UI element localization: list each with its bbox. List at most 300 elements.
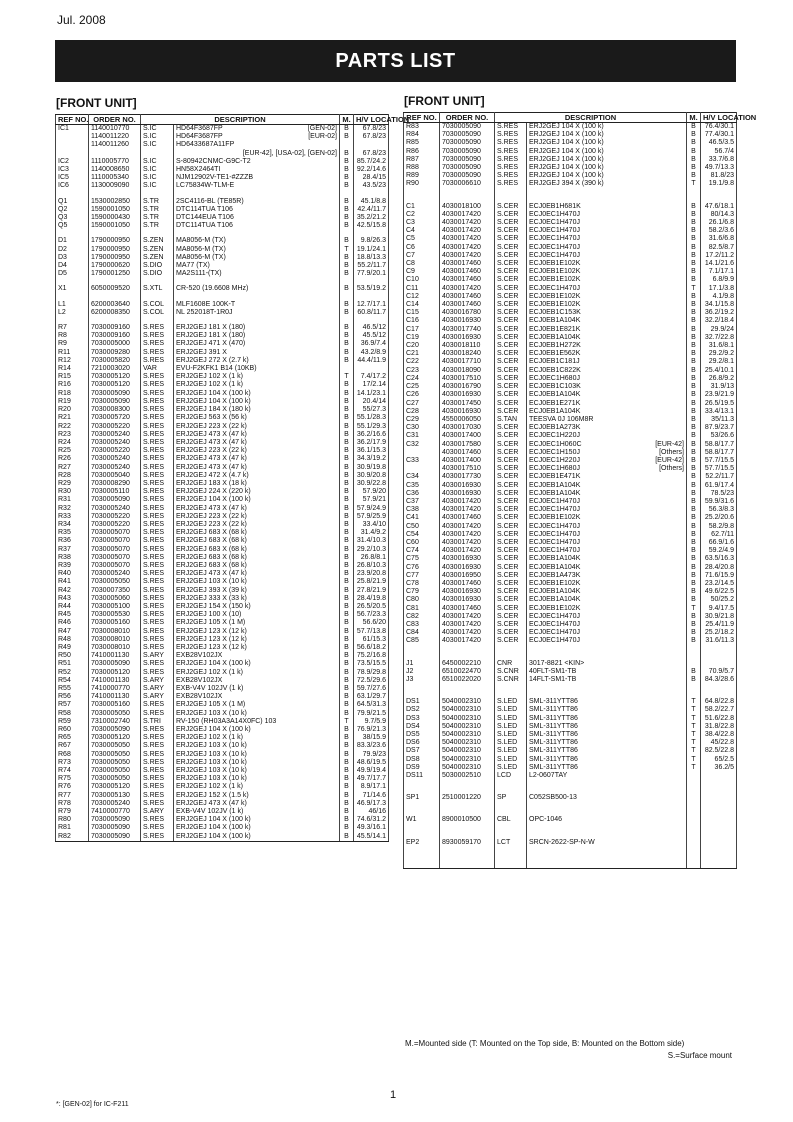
mounted-side-cell: B	[340, 578, 354, 586]
ref-cell: C1	[404, 203, 440, 211]
type-cell: S.RES	[141, 537, 174, 545]
type-cell	[141, 150, 174, 158]
table-row	[404, 465, 737, 473]
ref-cell: C23	[404, 367, 440, 375]
table-row	[56, 222, 389, 230]
description-text: ERJ2GEJ 223 X (22 k)	[176, 520, 247, 528]
description-cell	[527, 514, 687, 522]
ref-cell	[56, 150, 89, 158]
ref-cell: Q1	[56, 198, 89, 206]
location-cell: 27.8/21.9	[354, 587, 389, 595]
type-cell: S.RES	[141, 816, 174, 824]
order-cell: 7210003020	[89, 365, 141, 373]
ref-cell	[404, 691, 440, 698]
type-cell: S.XTL	[141, 285, 174, 293]
description-cell	[527, 772, 687, 780]
ref-cell	[404, 825, 440, 832]
version-note: [GEN-02]	[307, 125, 338, 132]
location-cell: 74.6/31.2	[354, 816, 389, 824]
location-cell: 57.9/20	[354, 488, 389, 496]
description-cell	[527, 621, 687, 629]
description-text: ERJ2GEJ 224 X (220 k)	[176, 488, 251, 496]
order-cell: 1790000950	[89, 254, 141, 262]
header-description: DESCRIPTION	[141, 115, 340, 125]
table-row	[404, 219, 737, 227]
table-row	[404, 698, 737, 706]
ref-cell: R15	[56, 373, 89, 381]
description-cell	[527, 825, 687, 832]
order-cell: 7030005070	[89, 537, 141, 545]
mounted-side-cell: B	[687, 580, 701, 588]
order-cell: 4030017030	[440, 424, 495, 432]
order-cell: 4030017420	[440, 621, 495, 629]
type-cell: S.RES	[141, 603, 174, 611]
order-cell	[440, 196, 495, 203]
type-cell: S.CER	[495, 326, 527, 334]
mounted-side-cell: B	[340, 488, 354, 496]
table-row	[56, 808, 389, 816]
location-cell: 26.8/9.2	[701, 375, 737, 383]
table-row	[404, 498, 737, 506]
mounted-side-cell	[340, 278, 354, 285]
description-cell	[174, 644, 340, 652]
ref-cell: R58	[56, 710, 89, 718]
version-note: [Others]	[659, 465, 685, 473]
description-cell	[527, 787, 687, 794]
location-cell: 61.9/17.4	[701, 482, 737, 490]
description-text: ERJ2GEJ 104 X (100 k)	[176, 496, 251, 504]
description-text: ERJ2GEJ 104 X (100 k)	[529, 155, 604, 163]
type-cell: S.RES	[141, 775, 174, 783]
description-text: ECJ0EB1E102K	[529, 579, 581, 587]
mounted-side-cell	[687, 772, 701, 780]
location-cell: 25.4/11.9	[701, 621, 737, 629]
order-cell: 5040002310	[440, 715, 495, 723]
description-cell	[174, 222, 340, 230]
order-cell: 7410001130	[89, 652, 141, 660]
mounted-side-cell: B	[687, 260, 701, 268]
description-cell	[527, 839, 687, 847]
table-row	[404, 787, 737, 794]
legend-surface-mount: S.=Surface mount	[667, 1051, 732, 1060]
description-text: ECJ0EB1E562K	[529, 350, 581, 358]
type-cell: S.RES	[141, 701, 174, 709]
type-cell: S.TR	[141, 222, 174, 230]
table-row	[56, 505, 389, 513]
type-cell: S.RES	[141, 660, 174, 668]
mounted-side-cell: B	[687, 367, 701, 375]
table-row	[56, 373, 389, 381]
order-cell: 7030005160	[89, 619, 141, 627]
mounted-side-cell	[687, 660, 701, 668]
description-cell	[174, 262, 340, 270]
right-table-body	[404, 123, 737, 869]
mounted-side-cell	[687, 832, 701, 839]
table-row	[56, 792, 389, 800]
description-cell	[527, 465, 687, 473]
mounted-side-cell: B	[687, 588, 701, 596]
description-text: ECJ0EB1A104K	[529, 588, 581, 596]
order-cell: 7030005090	[440, 148, 495, 156]
description-text: ECJ0EB1A104K	[529, 563, 581, 571]
ref-cell: C9	[404, 268, 440, 276]
ref-cell: IC1	[56, 125, 89, 134]
table-row	[404, 588, 737, 596]
type-cell: S.TAN	[495, 416, 527, 424]
mounted-side-cell: B	[340, 505, 354, 513]
ref-cell: IC6	[56, 182, 89, 190]
description-text: ECJ0EC1H470J	[529, 637, 580, 645]
mounted-side-cell: B	[340, 710, 354, 718]
type-cell: S.CER	[495, 613, 527, 621]
location-cell	[701, 653, 737, 660]
type-cell: S.RES	[141, 373, 174, 381]
mounted-side-cell: B	[340, 685, 354, 693]
description-cell	[174, 693, 340, 701]
description-cell	[527, 449, 687, 457]
type-cell: S.RES	[141, 406, 174, 414]
order-cell: 1530002850	[89, 198, 141, 206]
description-text: MA77 (TX)	[176, 262, 210, 270]
type-cell: CBL	[495, 816, 527, 824]
type-cell: S.CNR	[495, 668, 527, 676]
mounted-side-cell: B	[340, 726, 354, 734]
mounted-side-cell: B	[687, 514, 701, 522]
header-mounted: M.	[687, 113, 701, 123]
description-cell	[527, 780, 687, 787]
description-text: EXB28V102JX	[176, 676, 223, 684]
description-text: ECJ0EB1A273K	[529, 424, 581, 432]
table-row	[404, 268, 737, 276]
description-text: S-80942CNMC-G9C-T2	[176, 157, 251, 165]
left-parts-table	[55, 114, 410, 842]
table-row	[404, 723, 737, 731]
order-cell: 4030017420	[440, 285, 495, 293]
mounted-side-cell: B	[687, 637, 701, 645]
table-row	[404, 358, 737, 366]
order-cell: 4030016780	[440, 309, 495, 317]
location-cell	[701, 839, 737, 847]
description-text: MA8056-M (TX)	[176, 253, 226, 261]
order-cell: 4030017460	[440, 268, 495, 276]
description-text: ECJ0EB1E271K	[529, 399, 581, 407]
order-cell: 6200003640	[89, 301, 141, 309]
table-row	[404, 490, 737, 498]
table-row	[56, 198, 389, 206]
location-cell: 25.2/20.6	[701, 514, 737, 522]
table-row	[56, 742, 389, 750]
mounted-side-cell: B	[340, 472, 354, 480]
type-cell: S.LED	[495, 747, 527, 755]
description-text: ERJ2GEJ 104 X (100 k)	[176, 389, 251, 397]
ref-cell: C77	[404, 572, 440, 580]
mounted-side-cell: B	[687, 227, 701, 235]
mounted-side-cell: B	[687, 539, 701, 547]
ref-cell: R46	[56, 619, 89, 627]
mounted-side-cell: B	[340, 174, 354, 182]
order-cell: 7030005090	[89, 390, 141, 398]
order-cell: 6450002210	[440, 660, 495, 668]
description-text: ERJ2GEJ 103 X (10 k)	[176, 578, 247, 586]
location-cell: 87.9/23.7	[701, 424, 737, 432]
description-cell	[527, 698, 687, 706]
order-cell: 4030017460	[440, 449, 495, 457]
ref-cell: C36	[404, 490, 440, 498]
description-cell	[527, 400, 687, 408]
table-row	[404, 180, 737, 188]
mounted-side-cell: B	[340, 423, 354, 431]
order-cell: 1590000430	[89, 214, 141, 222]
location-cell: 58.8/17.7	[701, 449, 737, 457]
mounted-side-cell	[687, 196, 701, 203]
ref-cell: X1	[56, 285, 89, 293]
description-cell	[174, 278, 340, 285]
table-row	[56, 294, 389, 301]
mounted-side-cell: T	[687, 739, 701, 747]
mounted-side-cell	[340, 294, 354, 301]
type-cell: S.CER	[495, 309, 527, 317]
mounted-side-cell: B	[687, 465, 701, 473]
table-row	[404, 676, 737, 684]
mounted-side-cell: B	[687, 676, 701, 684]
type-cell: S.CER	[495, 301, 527, 309]
type-cell: S.CER	[495, 580, 527, 588]
mounted-side-cell: B	[687, 449, 701, 457]
ref-cell: C29	[404, 416, 440, 424]
mounted-side-cell: B	[340, 669, 354, 677]
description-text: 2SC4116-BL (TE85R)	[176, 197, 244, 205]
order-cell: 4030018240	[440, 350, 495, 358]
ref-cell: R9	[56, 340, 89, 348]
table-row	[404, 555, 737, 563]
type-cell: S.ZEN	[141, 237, 174, 245]
ref-cell: C6	[404, 244, 440, 252]
location-cell: 4.1/9.8	[701, 293, 737, 301]
type-cell	[495, 847, 527, 854]
location-cell: 36.2/5	[701, 764, 737, 772]
type-cell: S.RES	[141, 734, 174, 742]
type-cell: S.CER	[495, 621, 527, 629]
mounted-side-cell: B	[340, 198, 354, 206]
location-cell: 45.5/14.1	[354, 833, 389, 842]
mounted-side-cell: B	[340, 431, 354, 439]
ref-cell: DS5	[404, 731, 440, 739]
order-cell: 7030005130	[89, 792, 141, 800]
type-cell: S.CER	[495, 457, 527, 465]
ref-cell: C25	[404, 383, 440, 391]
order-cell: 7410001130	[89, 693, 141, 701]
ref-cell: R87	[404, 156, 440, 164]
table-row	[56, 191, 389, 198]
type-cell: S.RES	[141, 464, 174, 472]
location-cell: 72.5/29.6	[354, 677, 389, 685]
description-cell	[527, 802, 687, 809]
location-cell: 36.1/15.3	[354, 447, 389, 455]
order-cell: 7030005240	[89, 439, 141, 447]
ref-cell	[404, 780, 440, 787]
table-row	[56, 464, 389, 472]
description-text: ECJ0EC1H060C	[529, 440, 582, 448]
type-cell: S.RES	[141, 496, 174, 504]
mounted-side-cell: B	[687, 172, 701, 180]
ref-cell: Q5	[56, 222, 89, 230]
mounted-side-cell: B	[340, 693, 354, 701]
location-cell: 56.3/8.3	[701, 506, 737, 514]
description-cell	[174, 332, 340, 340]
mounted-side-cell: B	[687, 596, 701, 604]
type-cell: S.RES	[495, 180, 527, 188]
type-cell: S.ARY	[141, 808, 174, 816]
location-cell: 25.2/18.2	[701, 629, 737, 637]
description-cell	[527, 180, 687, 188]
description-text: ECJ0EB1E102K	[529, 514, 581, 522]
order-cell: 4030017460	[440, 276, 495, 284]
order-cell: 1140011220	[89, 133, 141, 141]
ref-cell: R24	[56, 439, 89, 447]
order-cell	[440, 684, 495, 691]
table-row	[404, 514, 737, 522]
ref-cell: R40	[56, 570, 89, 578]
type-cell: S.CER	[495, 211, 527, 219]
description-text: SML-311YTT86	[529, 755, 578, 763]
type-cell: S.RES	[141, 751, 174, 759]
table-row	[404, 334, 737, 342]
table-row	[56, 230, 389, 237]
description-cell	[174, 521, 340, 529]
type-cell: S.CER	[495, 367, 527, 375]
description-cell	[527, 172, 687, 180]
ref-cell: R25	[56, 447, 89, 455]
mounted-side-cell: B	[340, 529, 354, 537]
description-cell	[174, 742, 340, 750]
order-cell: 4030017420	[440, 211, 495, 219]
header-ref: REF NO.	[404, 113, 440, 123]
order-cell: 4030016930	[440, 391, 495, 399]
order-cell: 7030005090	[89, 833, 141, 842]
table-row	[404, 572, 737, 580]
description-cell	[174, 439, 340, 447]
order-cell: 7030005120	[89, 373, 141, 381]
description-cell	[527, 676, 687, 684]
mounted-side-cell: B	[687, 358, 701, 366]
order-cell: 7030007350	[89, 587, 141, 595]
location-cell	[701, 196, 737, 203]
type-cell: S.RES	[141, 349, 174, 357]
table-row	[404, 172, 737, 180]
ref-cell	[404, 787, 440, 794]
table-row	[404, 441, 737, 449]
description-cell	[174, 767, 340, 775]
ref-cell: R48	[56, 636, 89, 644]
table-row	[404, 506, 737, 514]
type-cell: S.RES	[141, 759, 174, 767]
description-text: ERJ2GEJ 104 X (100 k)	[176, 397, 251, 405]
location-cell: 50/25.2	[701, 596, 737, 604]
description-text: ECJ0EB1E471K	[529, 473, 581, 481]
table-row	[56, 381, 389, 389]
type-cell: S.RES	[495, 156, 527, 164]
ref-cell: C33	[404, 457, 440, 465]
mounted-side-cell: B	[340, 619, 354, 627]
description-cell	[174, 816, 340, 824]
mounted-side-cell	[340, 230, 354, 237]
description-text: ERJ2GEJ 473 X (47 k)	[176, 438, 247, 446]
type-cell: S.TR	[141, 206, 174, 214]
version-note: [EUR-02]	[308, 133, 338, 141]
mounted-side-cell	[687, 861, 701, 869]
mounted-side-cell: B	[687, 219, 701, 227]
type-cell: S.ARY	[141, 693, 174, 701]
table-row	[404, 531, 737, 539]
type-cell: S.RES	[141, 710, 174, 718]
location-cell: 26.1/6.8	[701, 219, 737, 227]
order-cell: 1140008650	[89, 166, 141, 174]
location-cell: 58.2/3.6	[701, 227, 737, 235]
mounted-side-cell: B	[340, 324, 354, 332]
description-text: ECJ0EB1E102K	[529, 604, 581, 612]
order-cell: 4030017420	[440, 235, 495, 243]
description-text: ERJ2GEJ 683 X (68 k)	[176, 537, 247, 545]
ref-cell	[404, 465, 440, 473]
description-text: EXB28V102JX	[176, 693, 223, 701]
location-cell: 44.4/11.9	[354, 357, 389, 365]
type-cell	[495, 196, 527, 203]
ref-cell: R81	[56, 824, 89, 832]
location-cell: 52.2/11.7	[701, 473, 737, 481]
location-cell: 77.9/20.1	[354, 270, 389, 278]
ref-cell: R27	[56, 464, 89, 472]
location-cell: 56.6/20	[354, 619, 389, 627]
description-cell	[174, 718, 340, 726]
location-cell: 31.6/11.3	[701, 637, 737, 645]
location-cell	[701, 684, 737, 691]
location-cell: 19.1/9.8	[701, 180, 737, 188]
description-text: ERJ2GEJ 333 X (33 k)	[176, 594, 247, 602]
mounted-side-cell: B	[687, 547, 701, 555]
description-text: ECJ0EC1H470J	[529, 243, 580, 251]
order-cell	[89, 191, 141, 198]
description-cell	[527, 244, 687, 252]
ref-cell	[404, 809, 440, 816]
description-cell	[174, 619, 340, 627]
ref-cell: R8	[56, 332, 89, 340]
table-row	[56, 447, 389, 455]
location-cell: 36.2/17.9	[354, 439, 389, 447]
mounted-side-cell: B	[340, 166, 354, 174]
location-cell: 30.9/21.8	[701, 613, 737, 621]
description-cell	[527, 646, 687, 653]
description-cell	[174, 141, 340, 149]
description-cell	[527, 375, 687, 383]
mounted-side-cell: B	[687, 317, 701, 325]
location-cell: 63.5/16.3	[701, 555, 737, 563]
header-description: DESCRIPTION	[495, 113, 687, 123]
location-cell: 18.8/13.3	[354, 254, 389, 262]
ref-cell: R73	[56, 759, 89, 767]
mounted-side-cell: B	[687, 301, 701, 309]
location-cell: 57.7/15.5	[701, 457, 737, 465]
table-row	[404, 739, 737, 747]
type-cell: S.RES	[141, 824, 174, 832]
description-cell	[527, 235, 687, 243]
type-cell: S.IC	[141, 182, 174, 190]
mounted-side-cell: B	[687, 629, 701, 637]
description-cell	[527, 123, 687, 132]
type-cell: S.CER	[495, 219, 527, 227]
description-text: 14FLT-SM1-TB	[529, 676, 577, 683]
type-cell: S.CER	[495, 588, 527, 596]
location-cell: 79.9/23	[354, 751, 389, 759]
